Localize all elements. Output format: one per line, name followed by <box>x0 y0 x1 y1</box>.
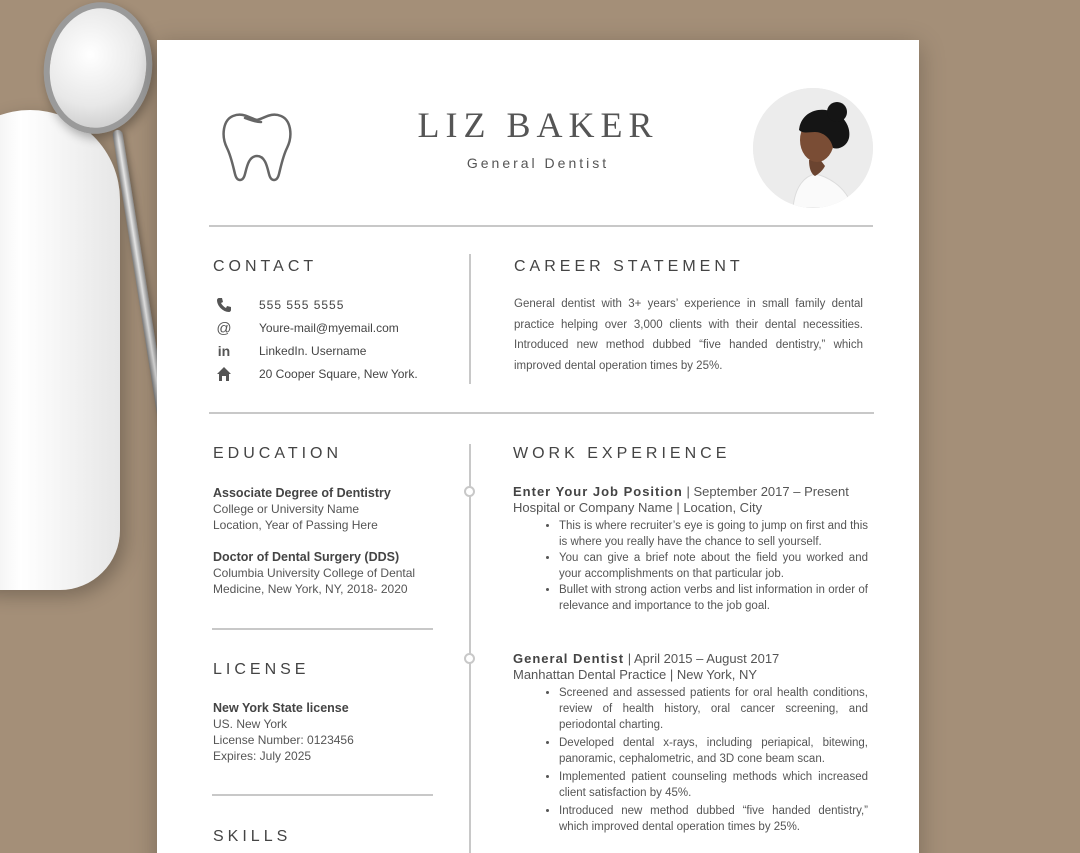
linkedin-icon: in <box>217 343 231 359</box>
timeline-dot <box>464 653 475 664</box>
profile-photo-illustration <box>753 88 873 208</box>
education-details: Location, Year of Passing Here <box>213 518 378 532</box>
license-heading: LICENSE <box>213 661 310 678</box>
education-school: College or University Name <box>213 502 360 516</box>
education-item <box>213 485 391 533</box>
job-company: Hospital or Company Name <box>513 500 673 515</box>
education-divider <box>212 628 433 630</box>
job-dates: September 2017 – Present <box>693 484 849 499</box>
contact-heading: CONTACT <box>213 258 318 275</box>
job-bullets <box>559 685 868 835</box>
education-heading: EDUCATION <box>213 445 343 462</box>
profile-photo <box>753 88 873 208</box>
section-divider <box>209 412 874 414</box>
decorative-tooth-model <box>0 110 120 590</box>
contact-linkedin-text: LinkedIn. Username <box>259 344 367 358</box>
license-name: New York State license <box>213 701 349 715</box>
education-degree: Associate Degree of Dentistry <box>213 486 391 500</box>
career-statement-text: General dentist with 3+ years’ experience in small family dental practice helping over 3,000 clients with their dental necessities. Introduced new method dubbed “five handed dentistry,” which improved dental operation times by 25%. <box>514 298 863 372</box>
job-bullet: • You can give a brief note about the field you worked and your accomplishments on that particular job. <box>559 550 868 582</box>
job-location: Location, City <box>683 500 763 515</box>
job-bullet: • Screened and assessed patients for oral health conditions, review of health history, oral cancer screening, and periodontal charting. <box>559 685 868 733</box>
license-number: License Number: 0123456 <box>213 733 354 747</box>
contact-phone <box>215 297 344 313</box>
job-bullet: • This is where recruiter’s eye is going to jump on first and this is where you really have the chance to sell yourself. <box>559 518 868 550</box>
contact-address <box>215 366 418 382</box>
education-details: Medicine, New York, NY, 2018- 2020 <box>213 582 408 596</box>
work-experience-heading: WORK EXPERIENCE <box>513 445 731 462</box>
contact-career-divider <box>469 254 471 384</box>
candidate-title: General Dentist <box>466 155 610 171</box>
header-divider <box>209 225 873 227</box>
contact-linkedin <box>215 343 366 359</box>
education-school: Columbia University College of Dental <box>213 566 416 580</box>
contact-phone-text: 555 555 5555 <box>259 298 345 312</box>
job-bullet: • Implemented patient counseling methods which increased client satisfaction by 45%. <box>559 769 868 801</box>
job-bullets <box>559 518 868 614</box>
license-expiry: Expires: July 2025 <box>213 749 312 763</box>
candidate-name: LIZ BAKER <box>417 105 659 145</box>
resume-page <box>157 40 919 853</box>
at-icon: @ <box>216 319 232 337</box>
home-icon <box>215 366 233 382</box>
job-bullet: • Bullet with strong action verbs and list information in order of relevance and importance to the job goal. <box>559 582 868 614</box>
job-bullet: • Introduced new method dubbed “five handed dentistry,” which improved dental operation times by 25%. <box>559 803 868 835</box>
education-degree: Doctor of Dental Surgery (DDS) <box>213 550 400 564</box>
phone-icon <box>215 297 233 313</box>
job-dates: April 2015 – August 2017 <box>634 651 780 666</box>
license-divider <box>212 794 433 796</box>
contact-address-text: 20 Cooper Square, New York. <box>259 367 418 381</box>
job-company: Manhattan Dental Practice <box>513 667 667 682</box>
job-position: General Dentist <box>513 651 625 666</box>
job-location: New York, NY <box>676 667 758 682</box>
job-bullet: • Developed dental x-rays, including periapical, bitewing, panoramic, cephalometric, and 3D cone beam scan. <box>559 735 868 767</box>
timeline-line <box>469 444 471 853</box>
license-location: US. New York <box>213 717 288 731</box>
contact-email <box>215 320 399 336</box>
timeline-dot <box>464 486 475 497</box>
skills-heading: SKILLS <box>213 828 292 845</box>
job-entry: Enter Your Job Position | September 2017 – Present Hospital or Company Name | Location, City • This is where recruiter’s eye is going to jump on first and this is where you really have the chance to sell yourself. • You can give a brief note about the field you worked and your accomplishments on that particular job. • Bullet with strong action verbs and list information in order of relevance and importance to the job goal. <box>513 484 868 614</box>
career-statement-heading: CAREER STATEMENT <box>514 258 744 275</box>
license-item <box>213 700 354 764</box>
job-position: Enter Your Job Position <box>513 484 683 499</box>
job-entry: General Dentist | April 2015 – August 2017 Manhattan Dental Practice | New York, NY • Screened and assessed patients for oral health conditions, review of health history, oral cancer screening, and periodontal charting. • Developed dental x-rays, including periapical, bitewing, panoramic, cephalometric, and 3D cone beam scan. • Implemented patient counseling methods which increased client satisfaction by 45%. • Introduced new method dubbed “five handed dentistry,” which improved dental operation times by 25%. <box>513 651 868 835</box>
contact-email-text: Youre-mail@myemail.com <box>259 321 399 335</box>
education-item <box>213 549 415 597</box>
